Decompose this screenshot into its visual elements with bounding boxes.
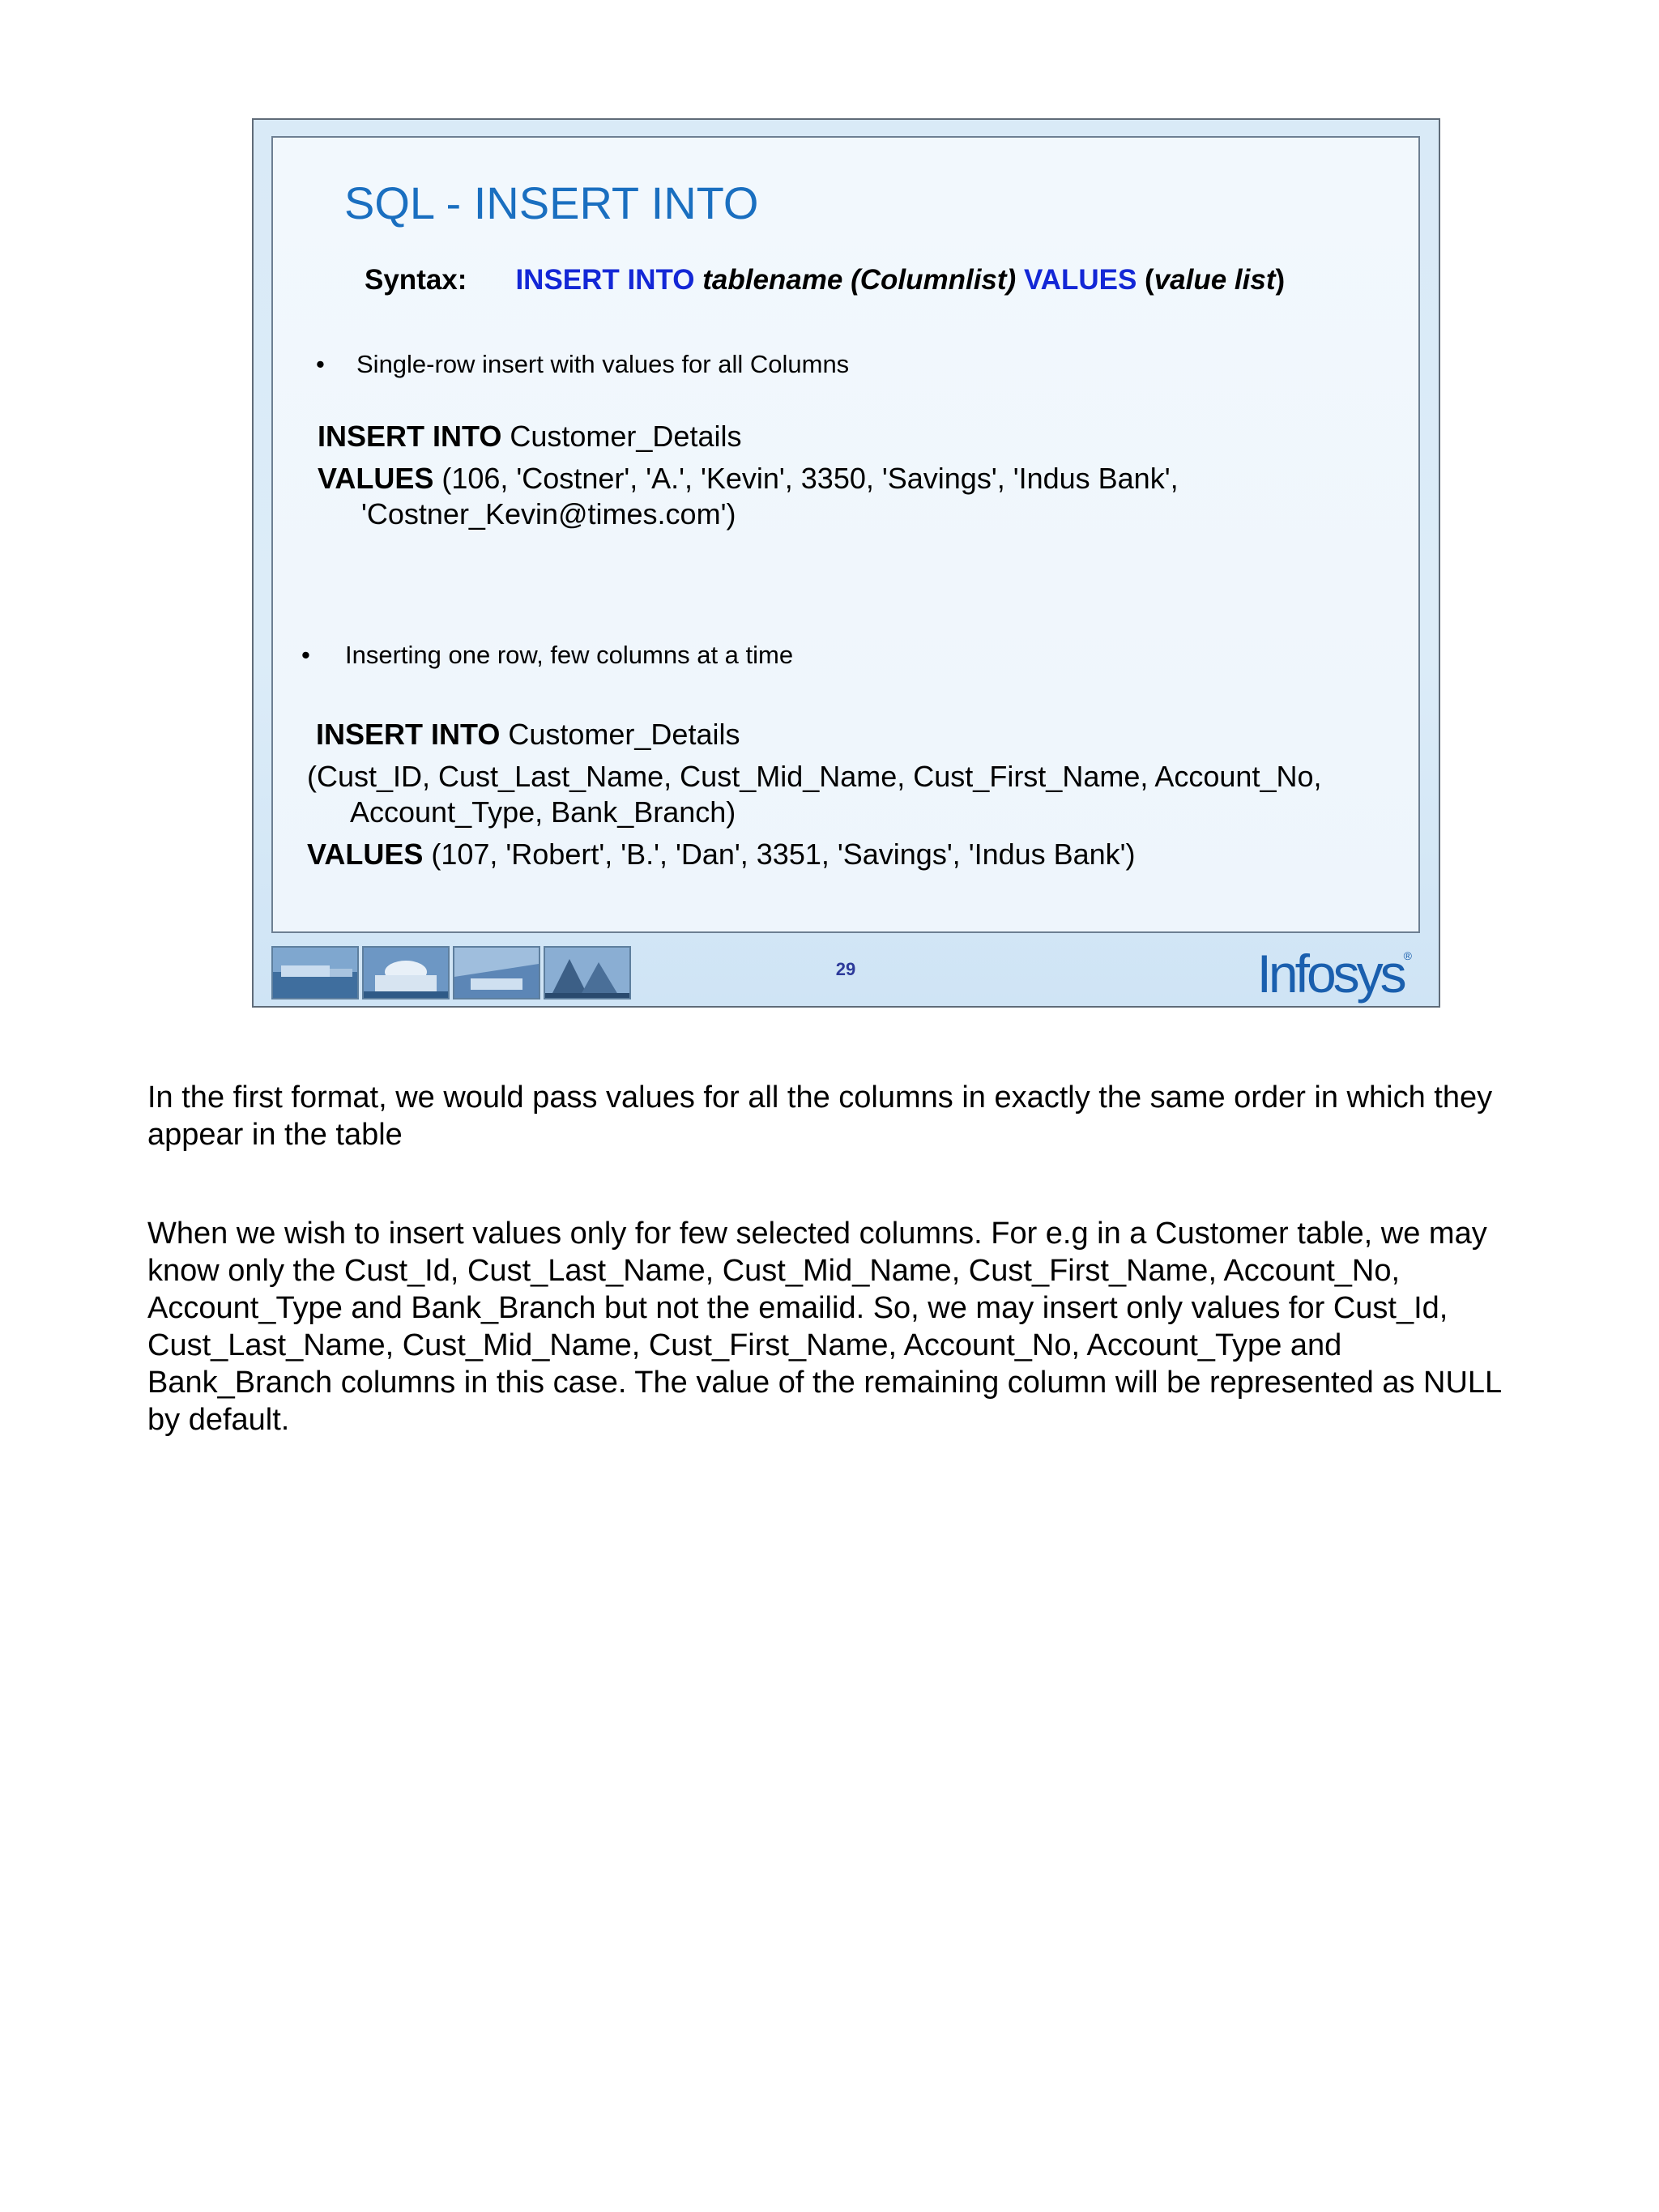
sql-keyword: VALUES [307, 837, 424, 871]
notes-line: by default. [147, 1403, 290, 1437]
code-line: (Cust_ID, Cust_Last_Name, Cust_Mid_Name, Cust_First_Name, Account_No, [307, 760, 1322, 793]
notes-line: appear in the table [147, 1118, 403, 1152]
syntax-label: Syntax: [365, 264, 467, 296]
notes-paragraph-1 [147, 1079, 1525, 1153]
notes-line: Bank_Branch columns in this case. The value of the remaining column will be represented as NULL [147, 1366, 1503, 1400]
sql-keyword: INSERT INTO [316, 718, 501, 751]
code-line [307, 837, 1136, 872]
syntax-close-paren: ) [1275, 264, 1286, 296]
notes-paragraph-2 [147, 1215, 1525, 1438]
syntax-values-keyword: VALUES [1023, 264, 1137, 296]
infosys-logo [1257, 943, 1412, 1004]
slide-footer [271, 938, 1420, 1004]
syntax-tablename: tablename (Columnlist) [702, 264, 1017, 296]
notes-line: Account_Type and Bank_Branch but not the emailid. So, we may insert only values for Cust_Id, [147, 1291, 1448, 1325]
code-text: Customer_Details [501, 420, 742, 453]
sql-keyword: INSERT INTO [318, 420, 502, 453]
code-line: Account_Type, Bank_Branch) [350, 795, 736, 829]
syntax-line [365, 264, 1285, 296]
page-number: 29 [835, 959, 856, 979]
slide-title: SQL - INSERT INTO [344, 177, 759, 228]
notes-line: Cust_Last_Name, Cust_Mid_Name, Cust_First_Name, Account_No, Account_Type and [147, 1328, 1342, 1362]
code-line [318, 462, 1179, 496]
notes-line: In the first format, we would pass values for all the columns in exactly the same order in which they [147, 1080, 1493, 1115]
bullet-item-few-columns [301, 641, 793, 670]
code-line [316, 718, 740, 752]
code-line [318, 420, 741, 454]
syntax-insert-keyword: INSERT INTO [515, 264, 695, 296]
slide-content [271, 136, 1420, 933]
sql-keyword: VALUES [318, 462, 434, 495]
code-text: (107, 'Robert', 'B.', 'Dan', 3351, 'Savings', 'Indus Bank') [423, 837, 1136, 871]
bullet-icon: • [316, 350, 325, 378]
code-text: (106, 'Costner', 'A.', 'Kevin', 3350, 'Savings', 'Indus Bank', [433, 462, 1179, 495]
code-text: Customer_Details [500, 718, 740, 751]
syntax-open-paren: ( [1145, 264, 1154, 296]
slide [252, 118, 1440, 1008]
bullet-item-single-row [316, 350, 849, 379]
syntax-value-list: value list [1154, 264, 1276, 296]
notes-line: know only the Cust_Id, Cust_Last_Name, Cust_Mid_Name, Cust_First_Name, Account_No, [147, 1254, 1401, 1288]
registered-mark: ® [1403, 949, 1412, 962]
code-line: 'Costner_Kevin@times.com') [361, 497, 736, 531]
brand-name: Infosys [1256, 944, 1404, 1004]
bullet-label: Single-row insert with values for all Columns [356, 350, 850, 378]
bullet-icon: • [301, 641, 310, 669]
notes-line: When we wish to insert values only for few selected columns. For e.g in a Customer table, we may [147, 1217, 1487, 1251]
bullet-label: Inserting one row, few columns at a time [345, 641, 794, 669]
